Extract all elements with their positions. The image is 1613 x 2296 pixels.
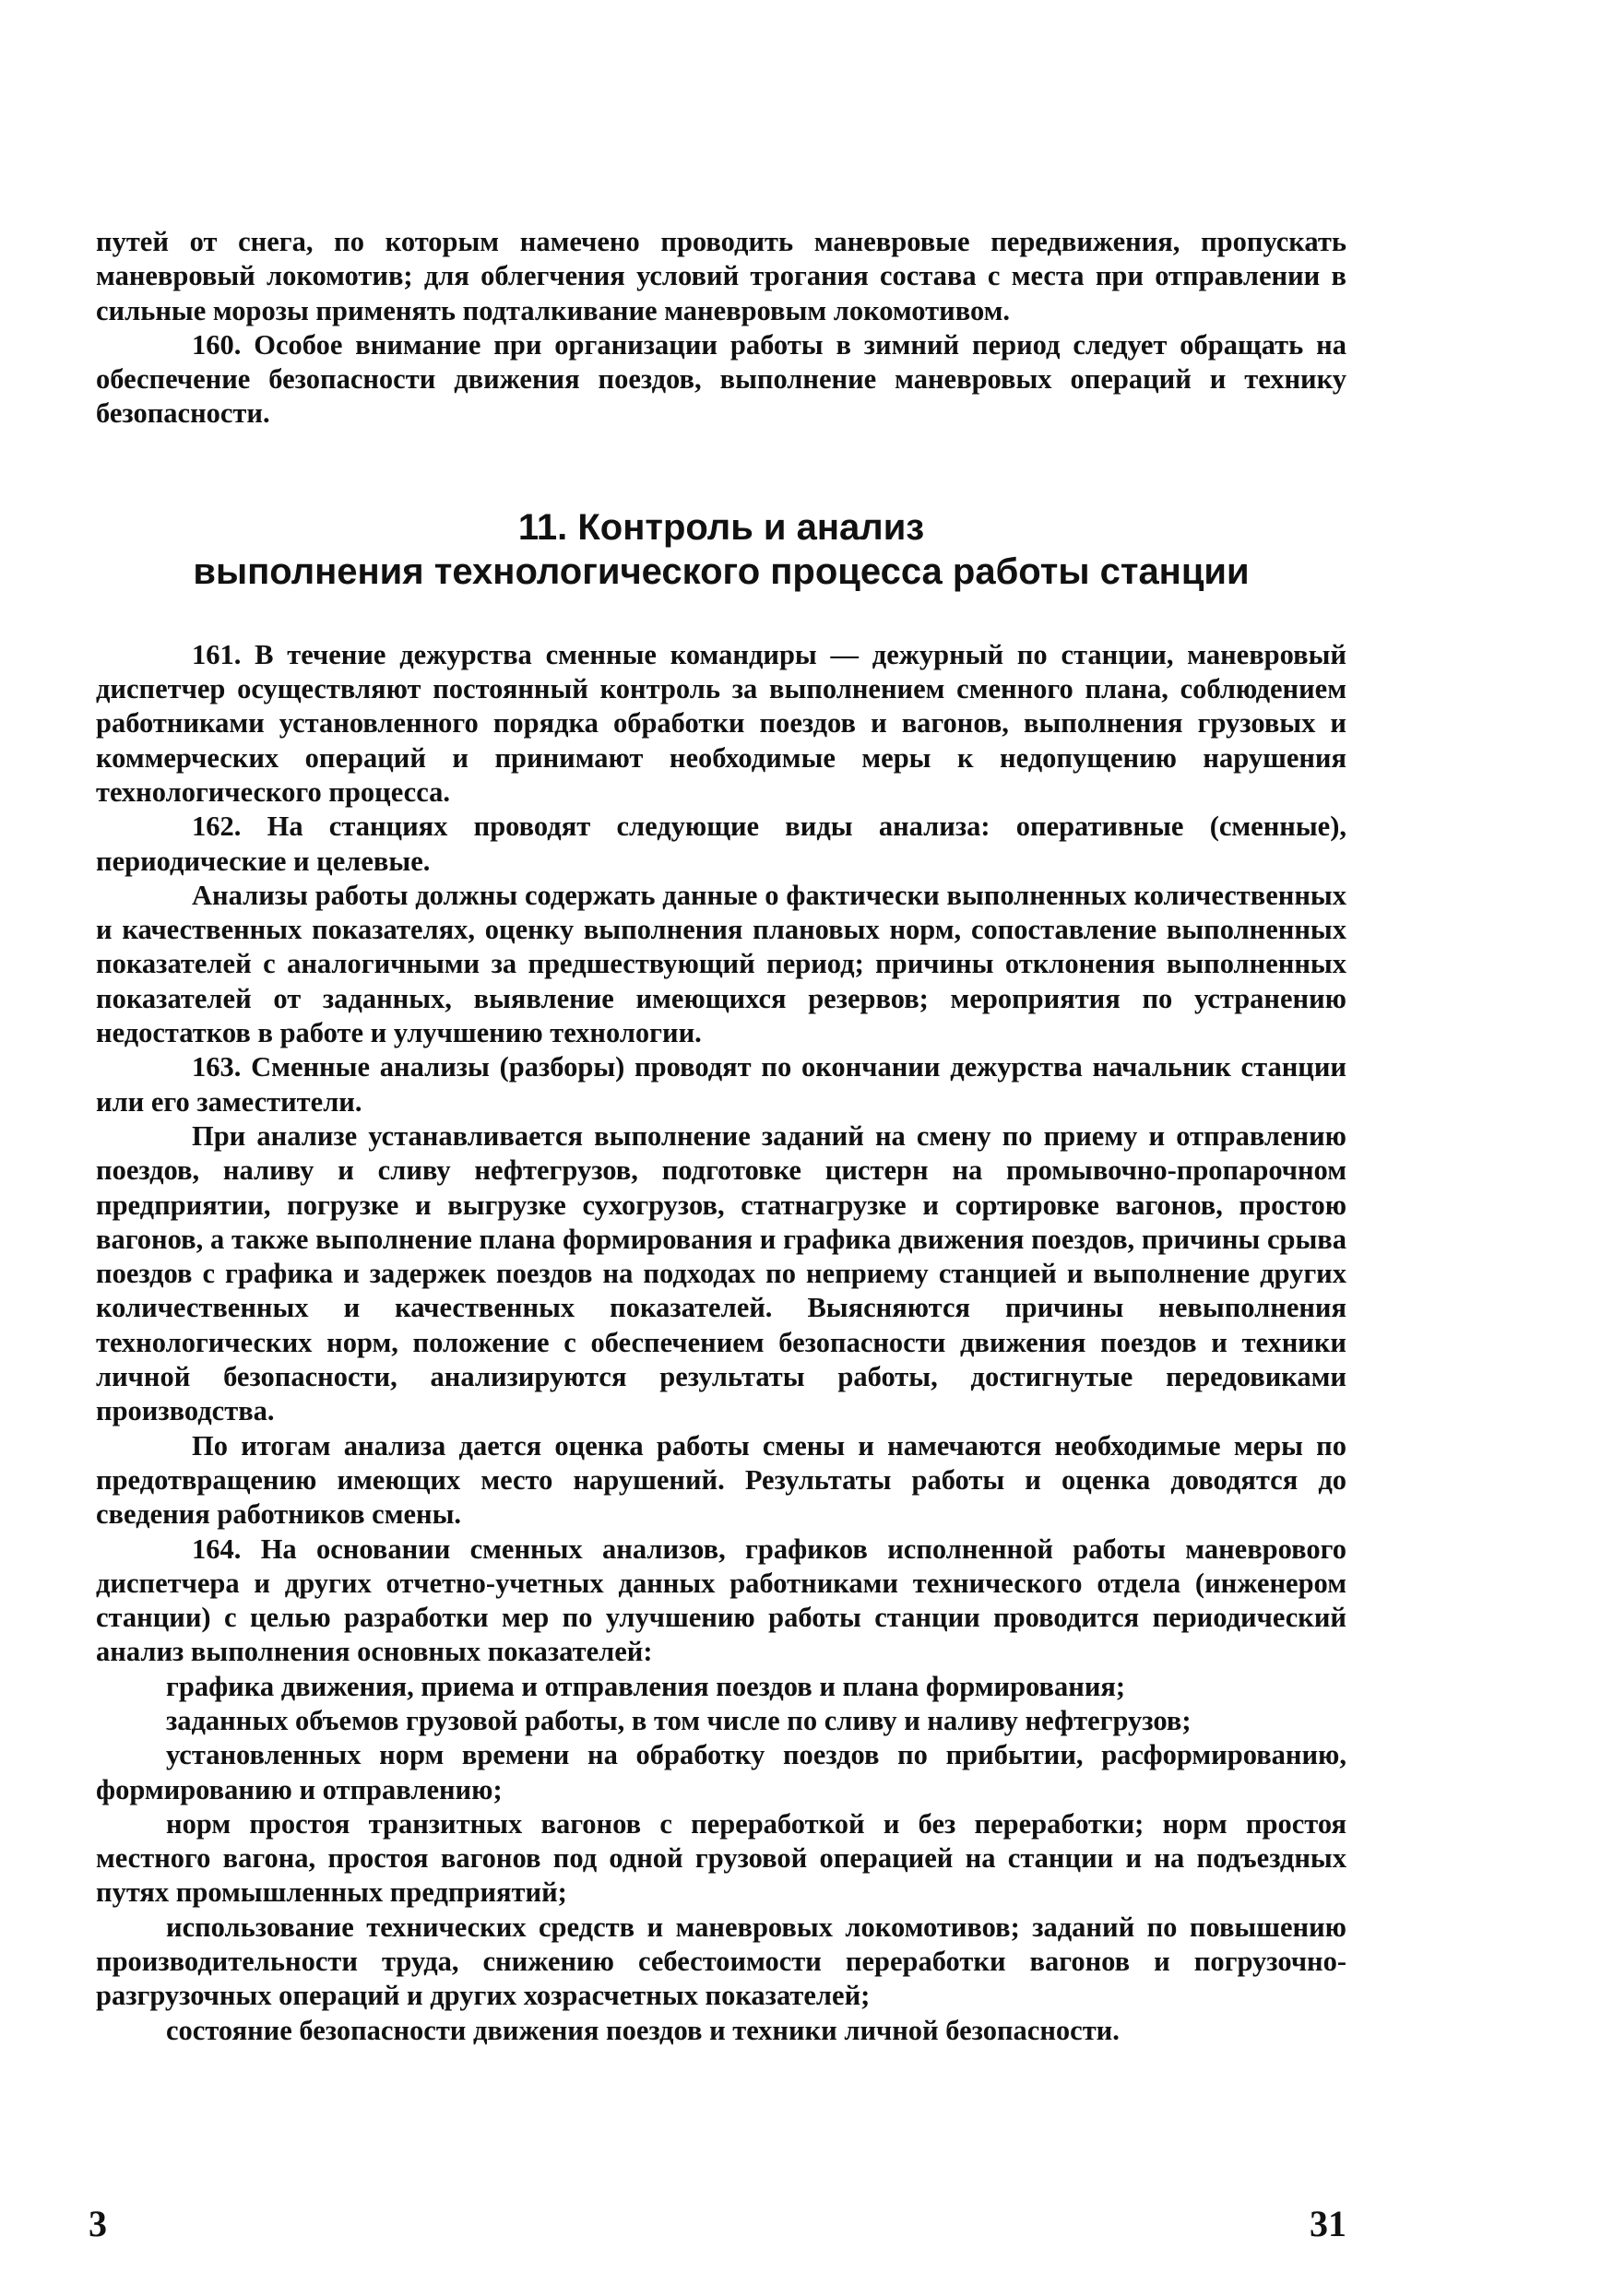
section-heading-line-1: 11. Контроль и анализ (517, 506, 925, 548)
page-body (96, 225, 1346, 2048)
paragraph-161: 161. В течение дежурства сменные командиры — дежурный по станции, маневровый диспетчер осуществляют постоянный контроль за выполнением сменного плана, соблюдением работниками установленного порядка обработки поездов и вагонов, выполнения грузовых и коммерческих операций и принимают необходимые меры к недопущению нарушения технологического процесса. (96, 638, 1346, 808)
paragraph-164: 164. На основании сменных анализов, графиков исполненной работы маневрового диспетчера и других отчетно-учетных данных работниками технического отдела (инженером станции) с целью разработки мер по улучшению работы станции проводится периодический анализ выполнения основных показателей: (96, 1533, 1346, 1668)
paragraph-analysis-results: По итогам анализа дается оценка работы смены и намечаются необходимые меры по предотвращению имеющих место нарушений. Результаты работы и оценка доводятся до сведения работников смены. (96, 1429, 1346, 1531)
paragraph-162: 162. На станциях проводят следующие виды анализа: оперативные (сменные), периодические и целевые. (96, 811, 1346, 877)
list-item: использование технических средств и маневровых локомотивов; заданий по повышению производительности труда, снижению себестоимости переработки вагонов и погрузочно-разгрузочных операций и других хозрасчетных показателей; (96, 1911, 1346, 2012)
paragraph-163: 163. Сменные анализы (разборы) проводят по окончании дежурства начальник станции или его заместители. (96, 1051, 1346, 1118)
intro-paragraph: путей от снега, по которым намечено проводить маневровые передвижения, пропускать маневровый локомотив; для облегчения условий трогания состава с места при отправлении в сильные морозы применять подталкивание маневровым локомотивом. (96, 226, 1346, 326)
paragraph-analysis-scope: При анализе устанавливается выполнение заданий на смену по приему и отправлению поездов, наливу и сливу нефтегрузов, подготовке цистерн на промывочно-пропарочном предприятии, погрузке и выгрузке сухогрузов, статнагрузке и сортировке вагонов, простою вагонов, а также выполнение плана формирования и графика движения поездов, причины срыва поездов с графика и задержек поездов на подходах по неприему станцией и выполнение других количественных и качественных показателей. Выясняются причины невыполнения технологических норм, положение с обеспечением безопасности движения поездов и техники личной безопасности, анализируются результаты работы, достигнутые передовиками производства. (96, 1119, 1346, 1427)
paragraph-analysis-content: Анализы работы должны содержать данные о фактически выполненных количественных и качественных показателях, оценку выполнения плановых норм, сопоставление выполненных показателей с аналогичными за предшествующий период; причины отклонения выполненных показателей от заданных, выявление имеющихся резервов; мероприятия по устранению недостатков в работе и улучшению технологии. (96, 879, 1346, 1049)
page-number: 31 (1310, 2203, 1346, 2244)
list-item: норм простоя транзитных вагонов с переработкой и без переработки; норм простоя местного вагона, простоя вагонов под одной грузовой операцией на станции и на подъездных путях промышленных предприятий; (96, 1807, 1346, 1909)
list-item: установленных норм времени на обработку поездов по прибытии, расформированию, формированию и отправлению; (96, 1739, 1346, 1805)
list-item: состояние безопасности движения поездов и техники личной безопасности. (166, 2014, 1120, 2046)
signature-mark: 3 (89, 2203, 107, 2244)
section-heading-line-2: выполнения технологического процесса работы станции (193, 550, 1250, 592)
list-item: графика движения, приема и отправления поездов и плана формирования; (166, 1670, 1126, 1702)
list-item: заданных объемов грузовой работы, в том числе по сливу и наливу нефтегрузов; (166, 1704, 1192, 1736)
section-heading (96, 505, 1346, 594)
paragraph-160: 160. Особое внимание при организации работы в зимний период следует обращать на обеспечение безопасности движения поездов, выполнение маневровых операций и технику безопасности. (96, 328, 1346, 430)
